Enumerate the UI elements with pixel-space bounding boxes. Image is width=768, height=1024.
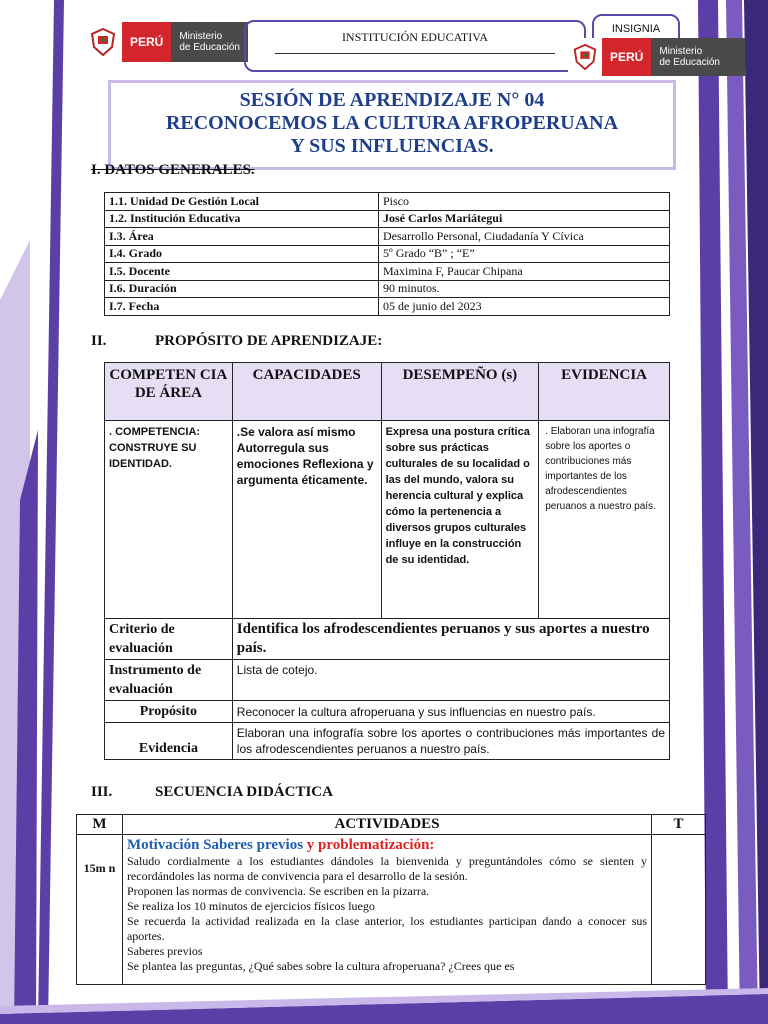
session-title-line3: Y SUS INFLUENCIAS. [290, 135, 494, 157]
session-title-line2: RECONOCEMOS LA CULTURA AFROPERUANA [165, 112, 619, 134]
general-data-table [104, 192, 670, 316]
general-data-row [105, 298, 670, 316]
session-title-box [108, 80, 676, 170]
proposito-value: Reconocer la cultura afroperuana y sus influencias en nuestro país. [232, 701, 669, 723]
activity-line: Proponen las normas de convivencia. Se escriben en la pizarra. [126, 884, 430, 898]
ministry-label [171, 22, 248, 62]
institution-box [244, 20, 586, 72]
criterio-label: Criterio de evaluación [105, 619, 233, 660]
instrumento-label: Instrumento de evaluación [105, 660, 233, 701]
activity-line: Se recuerda la actividad realizada en la clase anterior, los estudiantes participan dando a conocer sus aportes. [126, 914, 648, 943]
criterio-value: Identifica los afrodescendientes peruanos y sus aportes a nuestro país. [232, 619, 669, 660]
general-data-row [105, 245, 670, 263]
institution-name-line [275, 53, 555, 54]
sequence-table [76, 814, 706, 985]
general-data-value: Desarrollo Personal, Ciudadanía Y Cívica [379, 228, 670, 246]
general-data-key: 1.1. Unidad De Gestión Local [105, 193, 379, 211]
general-data-value: 5º Grado “B” ; “E” [379, 245, 670, 263]
activities-cell [122, 835, 651, 985]
insignia-label: INSIGNIA [611, 23, 661, 35]
motivation-title-blue: Motivación Saberes previos [126, 837, 304, 853]
motivation-title [127, 837, 647, 854]
time-value: 15m n [83, 861, 116, 875]
ministry-logo-left [84, 22, 248, 62]
general-data-key: I.7. Fecha [105, 298, 379, 316]
decorative-frame-bottom [0, 984, 768, 1024]
general-data-key: 1.2. Institución Educativa [105, 210, 379, 228]
activity-line: Se plantea las preguntas, ¿Qué sabes sobre la cultura afroperuana? ¿Crees que es [126, 959, 515, 973]
peru-label: PERÚ [122, 22, 171, 62]
purpose-table [104, 362, 670, 760]
column-header-capacidades: CAPACIDADES [232, 363, 381, 421]
general-data-value: 05 de junio del 2023 [379, 298, 670, 316]
general-data-row [105, 263, 670, 281]
activity-line: Saberes previos [126, 944, 203, 958]
peru-label: PERÚ [602, 38, 651, 76]
general-data-row [105, 228, 670, 246]
peru-shield-icon [84, 22, 122, 62]
desempeno-cell: Expresa una postura crítica sobre sus prácticas culturales de su localidad o las del mundo, valora su herencia cultural y explica cómo la pertenencia a diversos grupos culturales influye en la construcción de su identidad. [381, 421, 539, 619]
ministry-label [651, 38, 745, 76]
sequence-heading [91, 784, 333, 801]
evidencia-value: Elaboran una infografía sobre los aportes o contribuciones más importantes de los afrodescendientes peruanos a nuestro país. [232, 723, 669, 760]
decorative-frame-left [0, 0, 70, 1024]
institution-label: INSTITUCIÓN EDUCATIVA [341, 30, 489, 44]
decorative-frame-right [698, 0, 768, 1024]
column-header-activities: ACTIVIDADES [122, 815, 651, 835]
general-data-key: I.4. Grado [105, 245, 379, 263]
general-data-key: I.6. Duración [105, 280, 379, 298]
column-header-t: T [652, 815, 706, 835]
instrumento-value: Lista de cotejo. [232, 660, 669, 701]
activity-line: Saludo cordialmente a los estudiantes dándoles la bienvenida y preguntándoles cómo se sienten y recordándoles las norma de convivencia para el desarrollo de la sesión. [126, 854, 648, 883]
general-data-value: José Carlos Mariátegui [379, 210, 670, 228]
ministry-line2: de Educación [659, 57, 720, 68]
general-data-key: I.5. Docente [105, 263, 379, 281]
activity-lines [127, 854, 647, 974]
general-data-value: Maximina F, Paucar Chipana [379, 263, 670, 281]
column-header-m: M [77, 815, 123, 835]
competencia-cell: . COMPETENCIA: CONSTRUYE SU IDENTIDAD. [105, 421, 233, 619]
motivation-title-red: y problematización: [303, 837, 435, 853]
evidencia-label: Evidencia [105, 723, 233, 760]
column-header-desempeno: DESEMPEÑO (s) [381, 363, 539, 421]
session-title-line1: SESIÓN DE APRENDIZAJE N° 04 [239, 89, 545, 111]
general-data-row [105, 193, 670, 211]
general-data-value: 90 minutos. [379, 280, 670, 298]
capacidades-cell: .Se valora así mismo Autorregula sus emociones Reflexiona y argumenta éticamente. [232, 421, 381, 619]
general-data-value: Pisco [379, 193, 670, 211]
t-cell [652, 835, 706, 985]
sequence-heading-text: SECUENCIA DIDÁCTICA [155, 784, 333, 800]
general-data-heading: I. DATOS GENERALES. [91, 162, 255, 178]
activity-line: Se realiza los 10 minutos de ejercicios físicos luego [126, 899, 375, 913]
proposito-label: Propósito [105, 701, 233, 723]
evidencia-cell: . Elaboran una infografía sobre los aportes o contribuciones más importantes de los afrodescendientes peruanos a nuestro país. [539, 421, 670, 619]
general-data-key: I.3. Área [105, 228, 379, 246]
purpose-heading-text: PROPÓSITO DE APRENDIZAJE: [155, 333, 383, 349]
ministry-logo-right [568, 38, 745, 76]
ministry-line2: de Educación [179, 42, 240, 53]
purpose-heading-number: II. [91, 333, 107, 349]
peru-shield-icon [568, 38, 602, 76]
general-data-row [105, 280, 670, 298]
ministry-line1: Ministerio [659, 46, 703, 57]
ministry-line1: Ministerio [179, 31, 223, 42]
column-header-competencia: COMPETEN CIA DE ÁREA [105, 363, 233, 421]
sequence-heading-number: III. [91, 784, 113, 800]
purpose-heading [91, 333, 382, 350]
time-cell [77, 835, 123, 985]
general-data-row [105, 210, 670, 228]
column-header-evidencia: EVIDENCIA [539, 363, 670, 421]
